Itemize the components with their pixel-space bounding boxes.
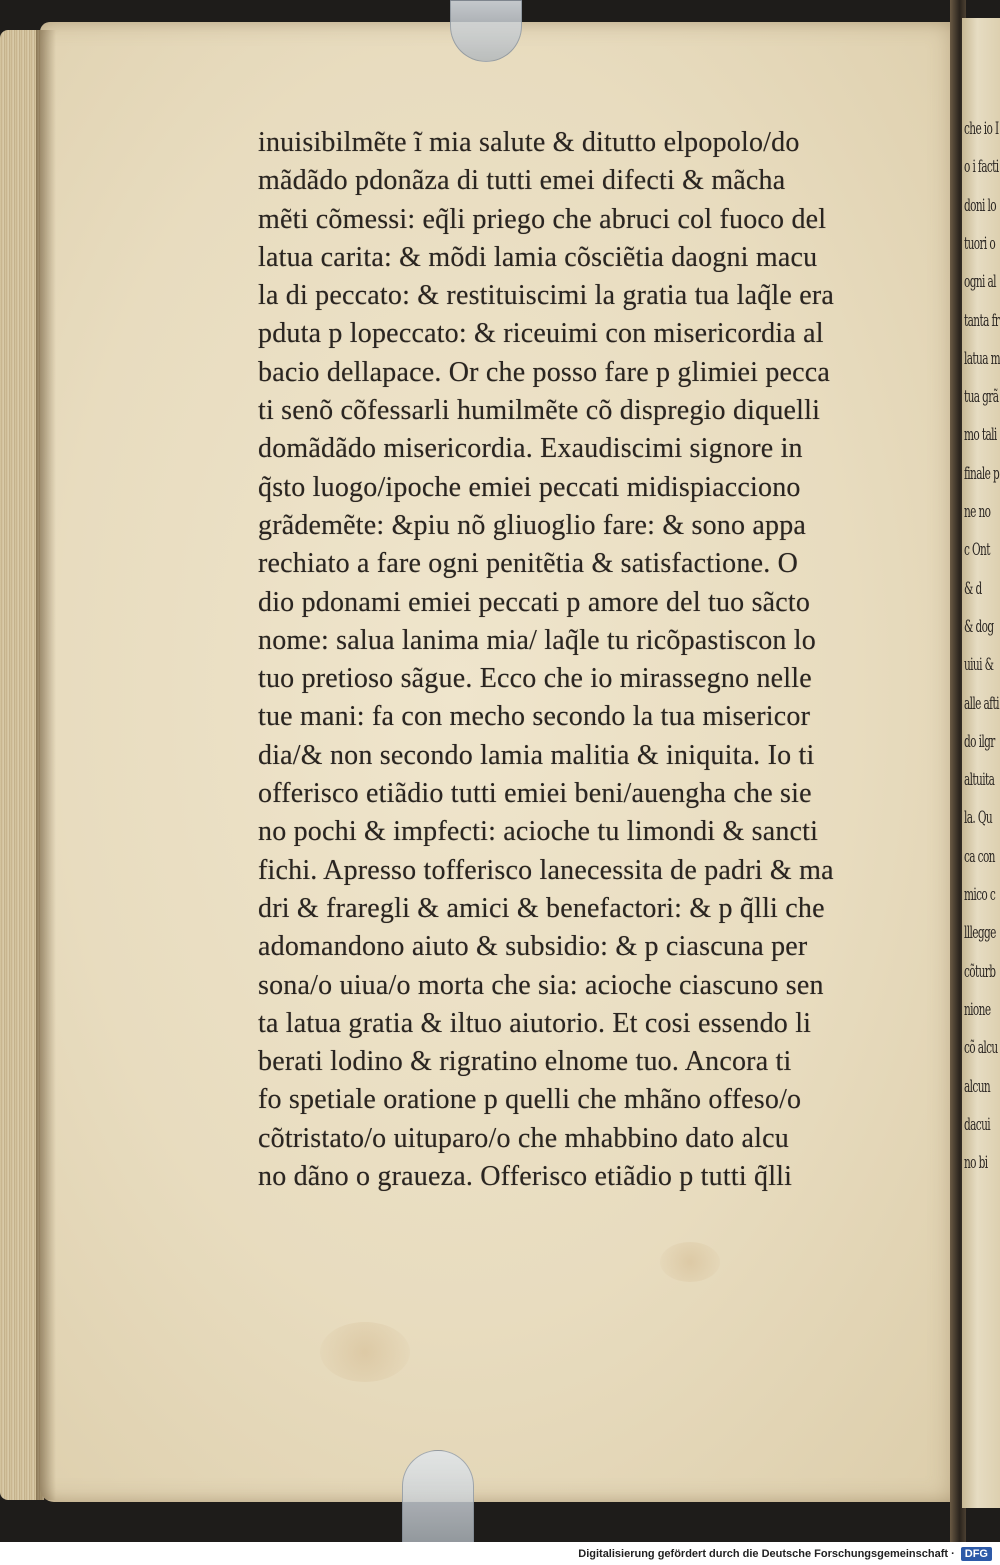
text-line: dio pdonami emiei peccati p amore del tuo sãcto <box>258 586 811 618</box>
facing-text-fragment: cõturb <box>964 961 996 982</box>
text-line: berati lodino & rigratino elnome tuo. Ancora ti <box>258 1046 792 1078</box>
facing-text-fragment: che io I <box>964 119 999 139</box>
facing-text-fragment: nione <box>964 999 991 1020</box>
text-line: mãdãdo pdonãza di tutti emei difecti & mãcha <box>258 165 786 197</box>
page-stain <box>660 1242 720 1282</box>
facing-text-fragment: lllegge <box>964 923 996 944</box>
facing-text-fragment: o i facti <box>964 157 999 178</box>
text-line: ta latua gratia & iltuo aiutorio. Et cosi essendo li <box>258 1007 812 1039</box>
credit-text: Digitalisierung gefördert durch die Deutsche Forschungsgemeinschaft · <box>578 1547 955 1560</box>
page-stain <box>320 1322 410 1382</box>
text-line: la di peccato: & restituiscimi la gratia tua laq̃le era <box>258 280 835 312</box>
digitization-credit-bar <box>0 1542 1000 1565</box>
facing-text-fragment: ca con <box>964 846 995 867</box>
facing-text-fragment: doni lo <box>964 195 996 216</box>
facing-text-fragment: altuita <box>964 770 995 791</box>
facing-text-fragment: dacui <box>964 1114 991 1135</box>
facing-text-fragment: latua m <box>964 348 1000 369</box>
text-line: q̃sto luogo/ipoche emiei peccati midispiacciono <box>258 471 801 503</box>
text-line: bacio dellapace. Or che posso fare p glimiei pecca <box>258 356 831 388</box>
facing-text-fragment: ogni al <box>964 272 996 293</box>
text-line: rechiato a fare ogni penitẽtia & satisfactione. O <box>258 548 799 580</box>
facing-text-fragment: uiui & <box>964 655 994 676</box>
facing-text-fragment: tuori o <box>964 233 996 254</box>
facing-text-fragment: la. Qu <box>964 808 993 829</box>
text-line: dri & fraregli & amici & benefactori: & p q̃lli che <box>258 892 825 924</box>
text-line: tuo pretioso sãgue. Ecco che io mirassegno nelle <box>258 663 812 695</box>
page-edge-shadow <box>36 30 56 1500</box>
facing-text-fragment: alle afti <box>964 693 999 714</box>
text-line: latua carita: & mõdi lamia cõsciẽtia daogni macu <box>258 241 818 273</box>
dfg-logo-icon: DFG <box>961 1547 992 1561</box>
text-line: inuisibilmẽte ĩ mia salute & ditutto elpopolo/do <box>258 127 800 158</box>
facing-text-fragment: & dog <box>964 616 994 637</box>
text-line: dia/& non secondo lamia malitia & iniquita. Io ti <box>258 739 815 771</box>
text-line: fichi. Apresso tofferisco lanecessita de padri & ma <box>258 854 834 886</box>
facing-text-fragment: mico c <box>964 885 996 905</box>
facing-text-fragment: tanta fr <box>964 310 1000 331</box>
facing-text-fragment: alcun <box>964 1076 991 1097</box>
text-line: sona/o uiua/o morta che sia: acioche ciascuno sen <box>258 969 824 1001</box>
text-line: offerisco etiãdio tutti emiei beni/auengha che sie <box>258 778 812 810</box>
facing-text-fragment: mo tali <box>964 425 997 446</box>
page-text-block <box>258 124 908 1196</box>
facing-text-fragment: cõ alcu <box>964 1038 998 1059</box>
facing-text-fragment: & d <box>964 578 982 599</box>
text-line: pduta p lopeccato: & riceuimi con misericordia al <box>258 318 824 350</box>
text-line: nome: salua lanima mia/ laq̃le tu ricõpastiscon lo <box>258 624 816 656</box>
facing-text-fragment: no bi <box>964 1153 988 1174</box>
text-line: fo spetiale oratione p quelli che mhãno offeso/o <box>258 1084 802 1116</box>
facing-text-fragment: tua grã <box>964 387 999 408</box>
text-line: ti senõ cõfessarli humilmẽte cõ dispregio diquelli <box>258 395 821 427</box>
facing-text-fragment: ne no <box>964 502 991 522</box>
facing-text-fragment: finale p <box>964 463 1000 484</box>
text-line: cõtristato/o uituparo/o che mhabbino dato alcu <box>258 1122 789 1154</box>
text-line: mẽti cõmessi: eq̃li priego che abruci col fuoco del <box>258 203 827 235</box>
text-line: adomandono aiuto & subsidio: & p ciascuna per <box>258 931 808 963</box>
facing-text-fragment: c Ont <box>964 540 990 561</box>
text-line: no pochi & impfecti: acioche tu limondi & sancti <box>258 816 819 848</box>
text-line: grãdemẽte: &piu nõ gliuoglio fare: & sono appa <box>258 509 807 541</box>
facing-text-fragment: do ilgr <box>964 731 995 752</box>
text-line: domãdãdo misericordia. Exaudiscimi signore in <box>258 433 803 465</box>
facing-page <box>962 18 1000 1508</box>
text-line: tue mani: fa con mecho secondo la tua misericor <box>258 701 811 733</box>
text-line: no dãno o graueza. Offerisco etiãdio p tutti q̃lli <box>258 1161 793 1193</box>
